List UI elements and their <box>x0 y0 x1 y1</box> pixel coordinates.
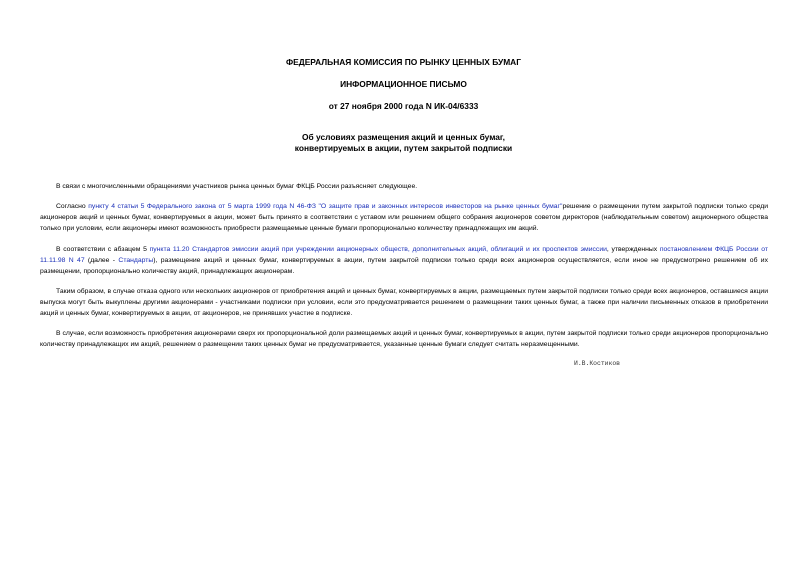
paragraph-5: В случае, если возможность приобретения акционерами сверх их пропорциональной доли размещаемых акций и ценных бумаг, конвертируемых в акции, путем закрытой подписки только среди акционеров пропорционально количеству принадлежащих им акций, решением о размещении таких ценных бумаг не предусматривается, указанные ценные бумаги следует считать неразмещенными. <box>40 330 768 348</box>
paragraph-3-text-d: ), размещение акций и ценных бумаг, конвертируемых в акции, путем закрытой подписки только среди всех акционеров осуществляется, если иное не предусмотрено решением об их размещении, пропорционально количеству акций, принадлежащих акционерам. <box>40 257 769 275</box>
paragraph-3-text-a: В соответствии с абзацем 5 <box>56 246 150 253</box>
paragraph-3-text-c: (далее - <box>84 257 119 264</box>
paragraph-2-text-b: решение о размещении путем закрытой подписки только среди акционеров акций и ценных бумаг, конвертируемых в акции, может быть принято в соответствии с уставом или решением общего собрания акционеров советом директоров (наблюдательным советом) акционерного общества только при условии, если акционеры имеют возможность приобрести размещаемые ценные бумаги пропорционально количеству принадлежащих им акций. <box>40 203 768 232</box>
document-title-line1: Об условиях размещения акций и ценных бумаг, <box>301 132 506 142</box>
paragraph-2 <box>40 201 768 234</box>
paragraph-1: В связи с многочисленными обращениями участников рынка ценных бумаг ФКЦБ России разъясняет следующее. <box>56 183 418 190</box>
paragraph-3 <box>40 244 768 277</box>
organization-heading: ФЕДЕРАЛЬНАЯ КОМИССИЯ ПО РЫНКУ ЦЕННЫХ БУМАГ <box>286 57 521 67</box>
paragraph-3-text-b: , утвержденных <box>606 246 660 253</box>
document-date-number: от 27 ноября 2000 года N ИК-04/6333 <box>328 101 479 111</box>
document-type-heading: ИНФОРМАЦИОННОЕ ПИСЬМО <box>340 79 467 89</box>
resolution-link[interactable]: постановлением ФКЦБ России от 11.11.98 N 47 <box>40 246 768 264</box>
standards-link[interactable]: Стандарты <box>118 257 154 264</box>
paragraph-4: Таким образом, в случае отказа одного или нескольких акционеров от приобретения акций и ценных бумаг, конвертируемых в акции, размещаемых путем закрытой подписки только среди всех акционеров, оставшиеся акции выпуска могут быть выкуплены другими акционерами - участниками подписки при условии, если это предусматривается решением о размещении таких ценных бумаг, а также при наличии письменных отказов в приобретении акций и ценных бумаг, конвертируемых в акции, от акционеров, не принявших участие в подписке. <box>40 288 768 317</box>
law-reference-link[interactable]: пункту 4 статьи 5 Федерального закона от 5 марта 1999 года N 46-ФЗ "О защите прав и законных интересов инвесторов на рынке ценных бумаг" <box>88 203 563 210</box>
signature: И.В.Костиков <box>574 360 621 367</box>
document-title-line2: конвертируемых в акции, путем закрытой подписки <box>294 143 513 153</box>
standards-clause-link[interactable]: пункта 11.20 Стандартов эмиссии акций при учреждении акционерных обществ, дополнительных акций, облигаций и их проспектов эмиссии <box>149 246 607 253</box>
paragraph-2-text-a: Согласно <box>56 203 89 210</box>
